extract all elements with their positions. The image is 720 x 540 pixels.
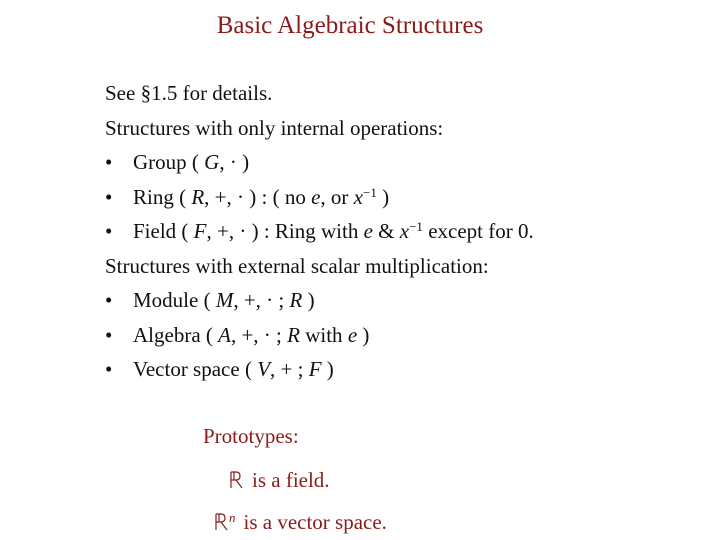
real-numbers-icon [228, 470, 244, 488]
prototypes-heading: Prototypes: [203, 424, 299, 448]
bullet-icon: • [105, 357, 113, 381]
content-list [105, 76, 534, 387]
intro-line: See §1.5 for details. [105, 81, 273, 105]
bullet-icon: • [105, 150, 113, 174]
list-item-vector-space: • Vector space ( V, + ; F ) [105, 352, 534, 387]
list-item-module: • Module ( M, +, · ; R ) [105, 283, 534, 318]
prototype-vector-space: $^n$ is a vector space. [213, 510, 387, 535]
bullet-icon: • [105, 184, 113, 209]
bullet-icon: • [105, 288, 113, 312]
list-item-group: • Group ( G, · ) [105, 145, 534, 180]
real-numbers-icon [213, 512, 229, 530]
list-item-algebra: • Algebra ( A, +, · ; R with e ) [105, 318, 534, 353]
dimension-exponent: n [229, 509, 236, 525]
bullet-icon: • [105, 219, 113, 243]
internal-heading: Structures with only internal operations: [105, 115, 444, 140]
list-item-ring: • Ring ( R, +, · ) : ( no e, or $x^{-1}$ ) [105, 180, 534, 215]
list-item-field: • Field ( F, +, · ) : Ring with e & $x^{-1}$ except for 0. [105, 214, 534, 249]
slide-title: Basic Algebraic Structures [216, 12, 484, 39]
bullet-icon: • [105, 322, 113, 347]
prototype-field: is a field. [228, 468, 330, 493]
external-heading: Structures with external scalar multiplication: [105, 253, 489, 278]
